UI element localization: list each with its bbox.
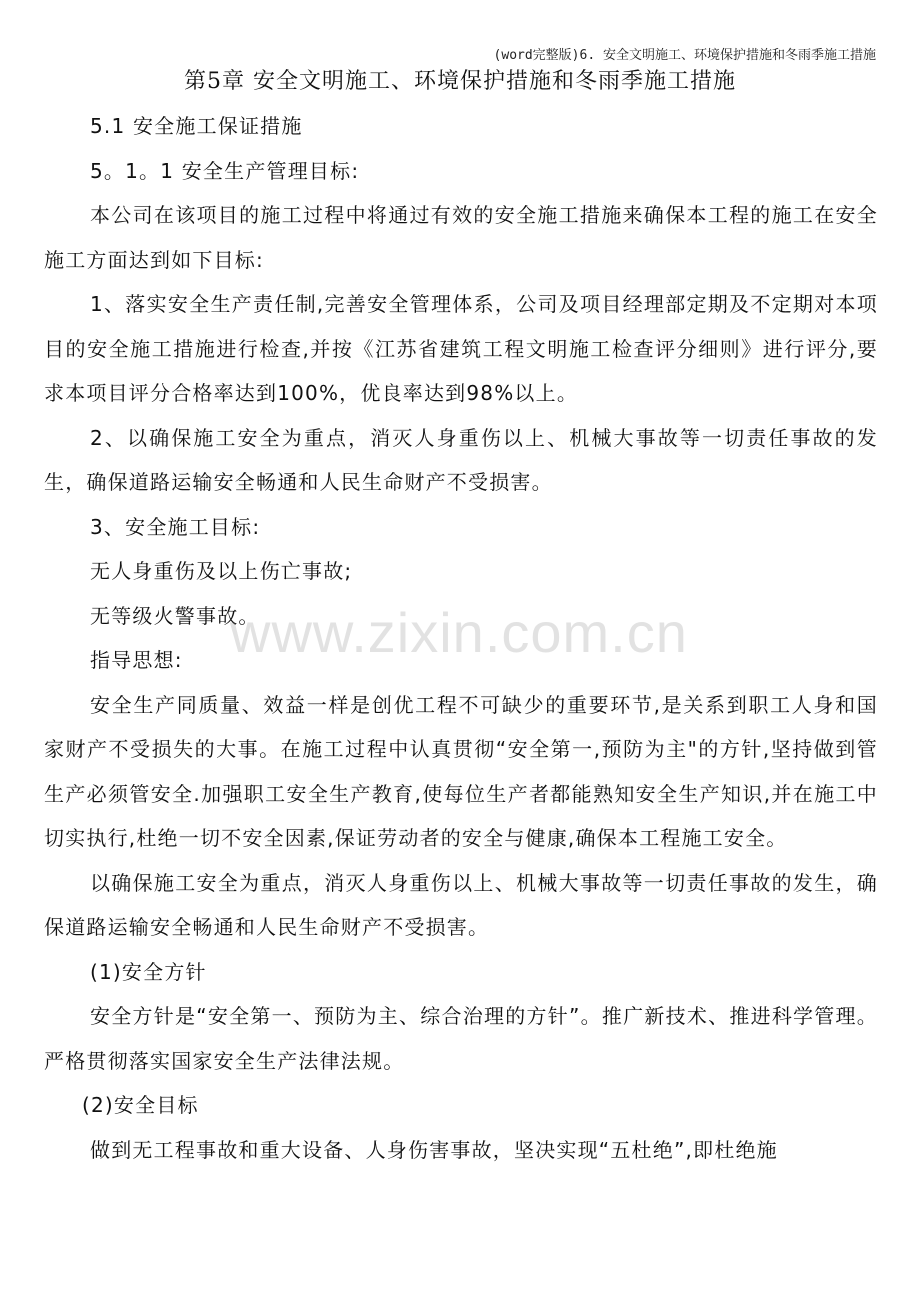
header-note: (word完整版)6. 安全文明施工、环境保护措施和冬雨季施工措施: [493, 48, 876, 63]
paragraph: 3、安全施工目标:: [90, 514, 261, 539]
paragraph: 2、以确保施工安全为重点，消灭人身重伤以上、机械大事故等一切责任事故的发生，确保道路运输安全畅通和人民生命财产不受损害。: [44, 425, 878, 494]
paragraph: 做到无工程事故和重大设备、人身伤害事故，坚决实现“五杜绝”,即杜绝施: [90, 1137, 778, 1162]
paragraph: 安全生产同质量、效益一样是创优工程不可缺少的重要环节,是关系到职工人身和国家财产不受损失的大事。在施工过程中认真贯彻“安全第一,预防为主"的方针,坚持做到管生产必须管安全.加强职工安全生产教育,使每位生产者都能熟知安全生产知识,并在施工中切实执行,杜绝一切不安全因素,保证劳动者的安全与健康,确保本工程施工安全。: [44, 692, 878, 850]
subsection-heading: 5。1。1 安全生产管理目标:: [90, 158, 360, 183]
paragraph: 1、落实安全生产责任制,完善安全管理体系，公司及项目经理部定期及不定期对本项目的安全施工措施进行检查,并按《江苏省建筑工程文明施工检查评分细则》进行评分,要求本项目评分合格率达到100%，优良率达到98%以上。: [44, 292, 878, 405]
paragraph: 指导思想:: [90, 648, 183, 672]
watermark: www.zixin.com.cn: [230, 601, 688, 664]
document-body: [44, 104, 878, 1172]
subsection-heading: (2)安全目标: [82, 1093, 199, 1117]
chapter-title: 第5章 安全文明施工、环境保护措施和冬雨季施工措施: [184, 69, 736, 94]
section-heading: 5.1 安全施工保证措施: [90, 114, 303, 138]
paragraph: 安全方针是“安全第一、预防为主、综合治理的方针”。推广新技术、推进科学管理。严格贯彻落实国家安全生产法律法规。: [44, 1004, 878, 1073]
paragraph: 无等级火警事故。: [90, 603, 260, 628]
paragraph: 以确保施工安全为重点，消灭人身重伤以上、机械大事故等一切责任事故的发生，确保道路运输安全畅通和人民生命财产不受损害。: [44, 870, 878, 939]
paragraph: 无人身重伤及以上伤亡事故;: [90, 559, 353, 583]
subsection-heading: (1)安全方针: [90, 959, 207, 984]
paragraph: 本公司在该项目的施工过程中将通过有效的安全施工措施来确保本工程的施工在安全施工方面达到如下目标:: [44, 203, 878, 272]
